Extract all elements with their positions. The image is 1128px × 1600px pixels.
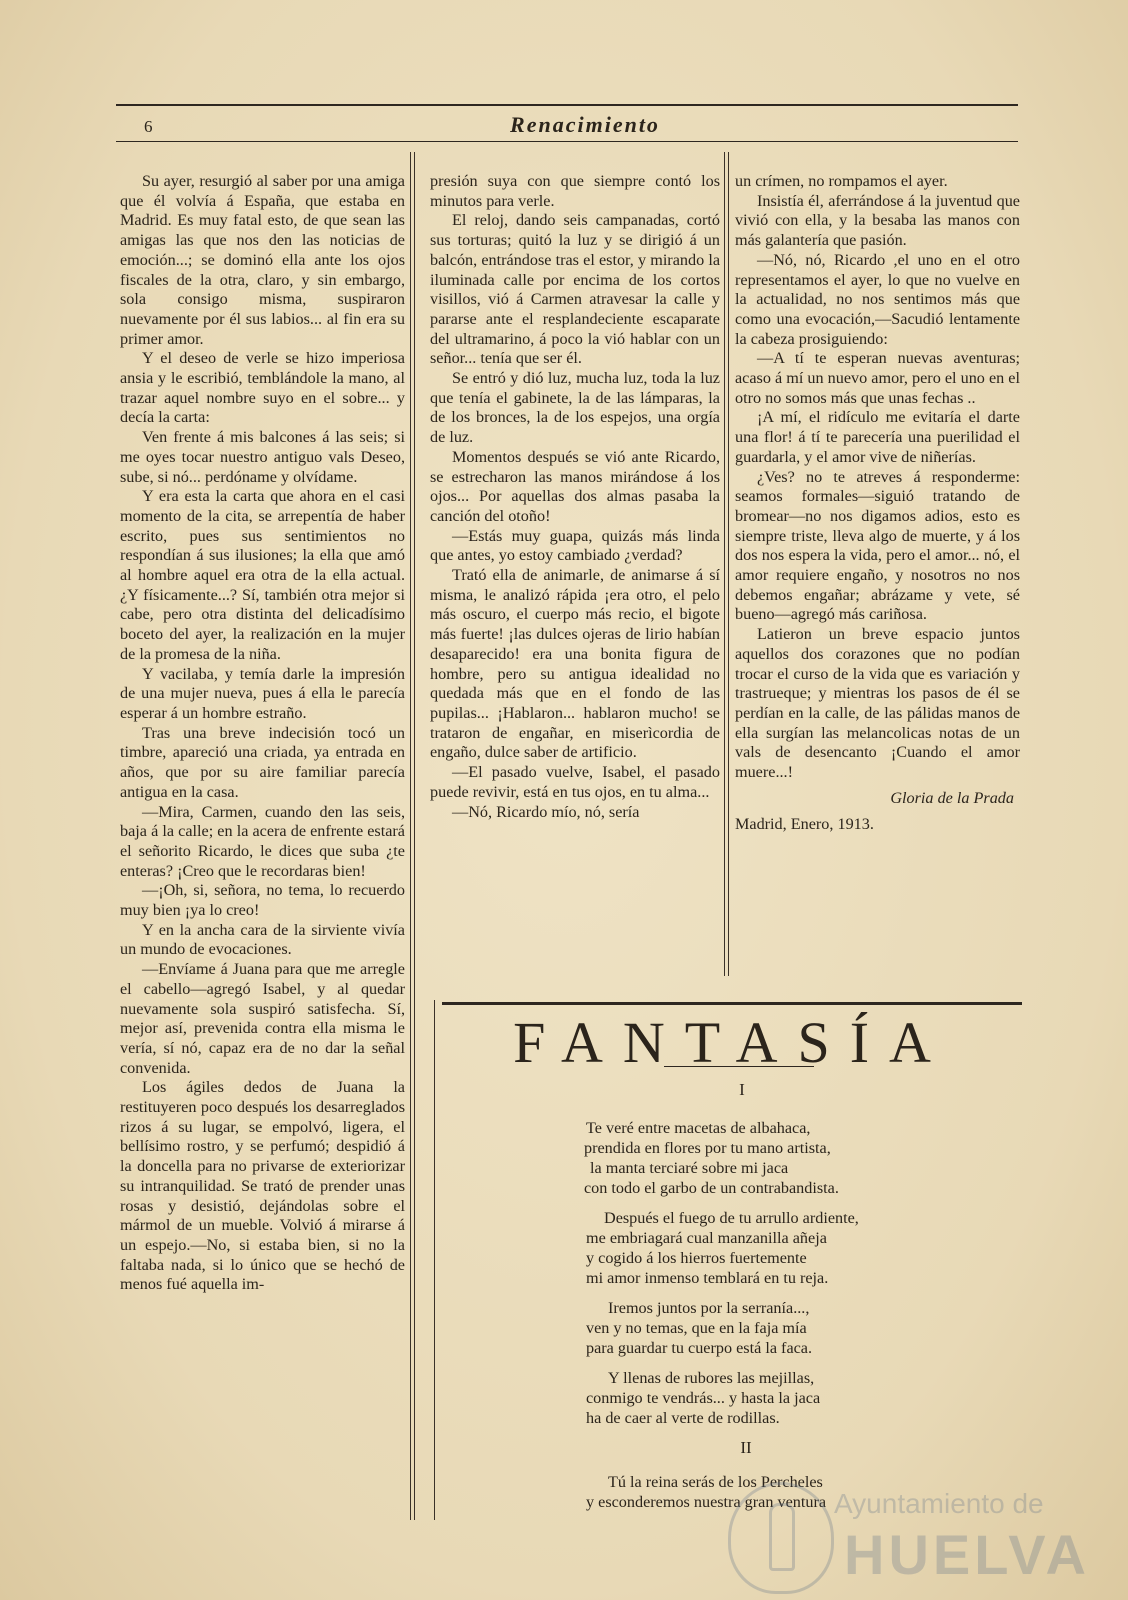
header-bottom-rule <box>116 141 1018 142</box>
article-column-1 <box>120 172 405 1507</box>
paragraph: Trató ella de animarle, de animarse á sí misma, le analizó rápida ¡era otro, el pelo más oscuro, el cuerpo más recio, el bigote más fuerte! ¡las dulces ojeras de lirio habían desaparecido! era una bonita figura de hombre, pero su antigua idealidad no quedada más que en el fondo de las pupilas... ¡Hablaron... hablaron mucho! se trataron de engañar, en miserìcordia de engaño, dulce saber de artificio. <box>430 566 720 762</box>
paragraph: ¡A mí, el ridículo me evitaría el darte una flor! á tí te parecería una puerilidad el guardarla, y el amor vive de niñerías. <box>735 408 1020 466</box>
poem-stanza <box>586 1118 839 1198</box>
place-date: Madrid, Enero, 1913. <box>735 814 874 833</box>
paragraph: —Estás muy guapa, quizás más linda que antes, yo estoy cambiado ¿verdad? <box>430 526 720 565</box>
article-column-2 <box>430 172 720 984</box>
masthead-title: Renacimiento <box>510 112 660 137</box>
watermark <box>728 1478 1090 1588</box>
poem-line: prendida en flores por tu mano artista, <box>584 1139 831 1157</box>
paragraph: Momentos después se vió ante Ricardo, se estrecharon las manos mirándose á los ojos... Por aquellas dos almas pasaba la canción del otoño! <box>430 447 720 525</box>
paragraph: Y el deseo de verle se hizo imperiosa ansia y le escribió, temblándole la mano, al trazar aquel nombre suyo en el sobre... y decía la carta: <box>120 349 405 427</box>
poem-line: Y llenas de rubores las mejillas, <box>608 1369 815 1387</box>
article-column-3 <box>735 172 1020 972</box>
paragraph: Y era esta la carta que ahora en el casi momento de la cita, se arrepentía de haber escrito, pues sus sentimientos no respondían á sus ilusiones; la ella que amó al hombre aquel era otra de la ella actual. ¿Y físicamente...? Sí, también otra mejor si cabe, pero otra distinta del delicadísimo boceto del ayer, la realización en la mujer de la promesa de la niña. <box>120 487 405 663</box>
paragraph: Los ágiles dedos de Juana la restituyeren poco después los desarreglados rizos á su lugar, se empolvó, ligera, el bellísimo rostro, y se perfumó; despidió á la doncella para no privarse de exteriorizar su intranquilidad. Se trató de prender unas rosas y desistió, dejándolas sobre el mármol de un mueble. Volvió á mirarse á un espejo.—No, si estaba bien, si no la faltaba nada, si lo único que se hechó de menos fué aquella im- <box>120 1078 405 1294</box>
paragraph: Ven frente á mis balcones á las seis; si me oyes tocar nuestro antiguo vals Deseo, sube, si nó... perdóname y olvídame. <box>120 428 405 486</box>
watermark-line-2: HUELVA <box>844 1523 1090 1586</box>
paragraph: un crímen, no rompamos el ayer. <box>735 172 948 190</box>
paragraph: ¿Ves? no te atreves á responderme: seamos formales—siguió tratando de bromear—no nos digamos adios, esto es siempre triste, lleva algo de muerte, y á los dos nos espera la vida, pero el amor... nó, el amor requiere engaño, y nosotros no nos debemos engañar; abrázame y vete, sé bueno—agregó más cariñosa. <box>735 467 1020 624</box>
column-divider <box>728 152 729 976</box>
poem-line: para guardar tu cuerpo está la faca. <box>586 1339 813 1357</box>
paragraph: Insistía él, aferrándose á la juventud que vivió con ella, y la besaba las manos con más galantería que pasión. <box>735 191 1020 250</box>
column-divider <box>724 152 725 976</box>
column-divider <box>434 1000 435 1520</box>
page-number: 6 <box>144 117 153 136</box>
paragraph: Y vacilaba, y temía darle la impresión de una mujer nueva, pues á ella le parecía esperar á un hombre estraño. <box>120 664 405 722</box>
column-divider <box>414 152 415 1520</box>
poem-top-rule <box>442 1002 1022 1005</box>
column-divider <box>410 152 411 1520</box>
paragraph: —Nó, Ricardo mío, nó, sería <box>452 802 640 821</box>
poem-stanza <box>586 1208 859 1288</box>
poem-section-number: II <box>740 1438 752 1457</box>
poem-line: mi amor inmenso temblará en tu reja. <box>586 1269 829 1287</box>
poem-line: ha de caer al verte de rodillas. <box>586 1409 780 1427</box>
poem-line: y esconderemos nuestra gran ventura <box>586 1493 827 1511</box>
poem-title-underline <box>664 1066 814 1067</box>
paragraph: —A tí te esperan nuevas aventuras; acaso á mí un nuevo amor, pero el uno en el otro no somos más que unas fechas .. <box>735 349 1020 407</box>
paragraph: Se entró y dió luz, mucha luz, toda la luz que tenía el gabinete, la de las lámparas, la de los bronces, la de los espejos, una orgía de luz. <box>430 369 720 447</box>
poem-stanza <box>586 1298 812 1358</box>
paragraph: —Envíame á Juana para que me arregle el cabello—agregó Isabel, y al quedar nuevamente sola suspiró satisfecha. Sí, mejor así, prevenida contra ella misma le vería, sí nó, capaz era de no dar la señal convenida. <box>120 960 405 1077</box>
poem-section-number: I <box>739 1080 745 1099</box>
poem-line: ven y no temas, que en la faja mía <box>586 1319 807 1337</box>
poem-title: FANTASÍA <box>513 1010 951 1075</box>
paragraph: Su ayer, resurgió al saber por una amiga que él volvía á España, que estaba en Madrid. Es muy fatal esto, de que sean las amigas las que nos den las noticias de emoción...; se dominó ella ante los ojos fiscales de la otra, claro, y sin embargo, sola consigo misma, suspiraron nuevamente por él sus labios... al fin era su primer amor. <box>120 172 405 348</box>
paragraph: —¡Oh, si, señora, no tema, lo recuerdo muy bien ¡ya lo creo! <box>120 881 405 920</box>
poem-line: Tú la reina serás de los Percheles <box>608 1473 823 1491</box>
poem-line: me embriagará cual manzanilla añeja <box>586 1229 827 1247</box>
paragraph: Tras una breve indecisión tocó un timbre, apareció una criada, ya entrada en años, que por su aire familiar parecía antigua en la casa. <box>120 723 405 801</box>
poem-line: Te veré entre macetas de albahaca, <box>586 1119 811 1137</box>
poem-line: la manta terciaré sobre mi jaca <box>590 1159 789 1177</box>
city-seal-icon <box>728 1482 834 1594</box>
paragraph: Latieron un breve espacio juntos aquellos dos corazones que no podían trocar el curso de la vida que es variación y trastrueque; y mientras los pasos de él se perdían en la calle, de las pálidas manos de ella surgían las melancolicas notas de un vals de desencanto ¡Cuando el amor muere...! <box>735 625 1020 782</box>
poem-line: y cogido á los hierros fuertemente <box>586 1249 807 1267</box>
poem-line: Iremos juntos por la serranía..., <box>608 1299 810 1317</box>
poem-line: con todo el garbo de un contrabandista. <box>584 1179 839 1197</box>
paragraph: —Mira, Carmen, cuando den las seis, baja á la calle; en la acera de enfrente estará el señorito Ricardo, le dices que suba ¿te enteras? ¡Creo que le recordaras bien! <box>120 802 405 880</box>
paragraph: El reloj, dando seis campanadas, cortó sus torturas; quitó la luz y se dirigió á un balcón, entrándose tras el estor, y mirando la iluminada calle por encima de los cortos visillos, vió á Carmen atravesar la calle y pararse ante el resplandeciente escaparate del ultramarino, á poco la vió hablar con un señor... tenía que ser él. <box>430 211 720 368</box>
watermark-line-1: Ayuntamiento de <box>834 1488 1044 1519</box>
paragraph: presión suya con que siempre contó los minutos para verle. <box>430 172 720 210</box>
author-signature: Gloria de la Prada <box>890 788 1014 807</box>
poem-stanza <box>586 1368 820 1428</box>
paragraph: Y en la ancha cara de la sirviente vivía un mundo de evocaciones. <box>120 920 405 959</box>
paragraph: —Nó, nó, Ricardo ,el uno en el otro representamos el ayer, lo que no vuelve en la actualidad, no nos sentimos más que como una evocación,—Sacudió lentamente la cabeza prosiguiendo: <box>735 250 1020 348</box>
poem-line: conmigo te vendrás... y hasta la jaca <box>586 1389 821 1407</box>
paragraph: —El pasado vuelve, Isabel, el pasado puede revivir, está en tus ojos, en tu alma... <box>430 763 720 801</box>
header-top-rule <box>116 104 1018 106</box>
poem-line: Después el fuego de tu arrullo ardiente, <box>604 1209 859 1227</box>
